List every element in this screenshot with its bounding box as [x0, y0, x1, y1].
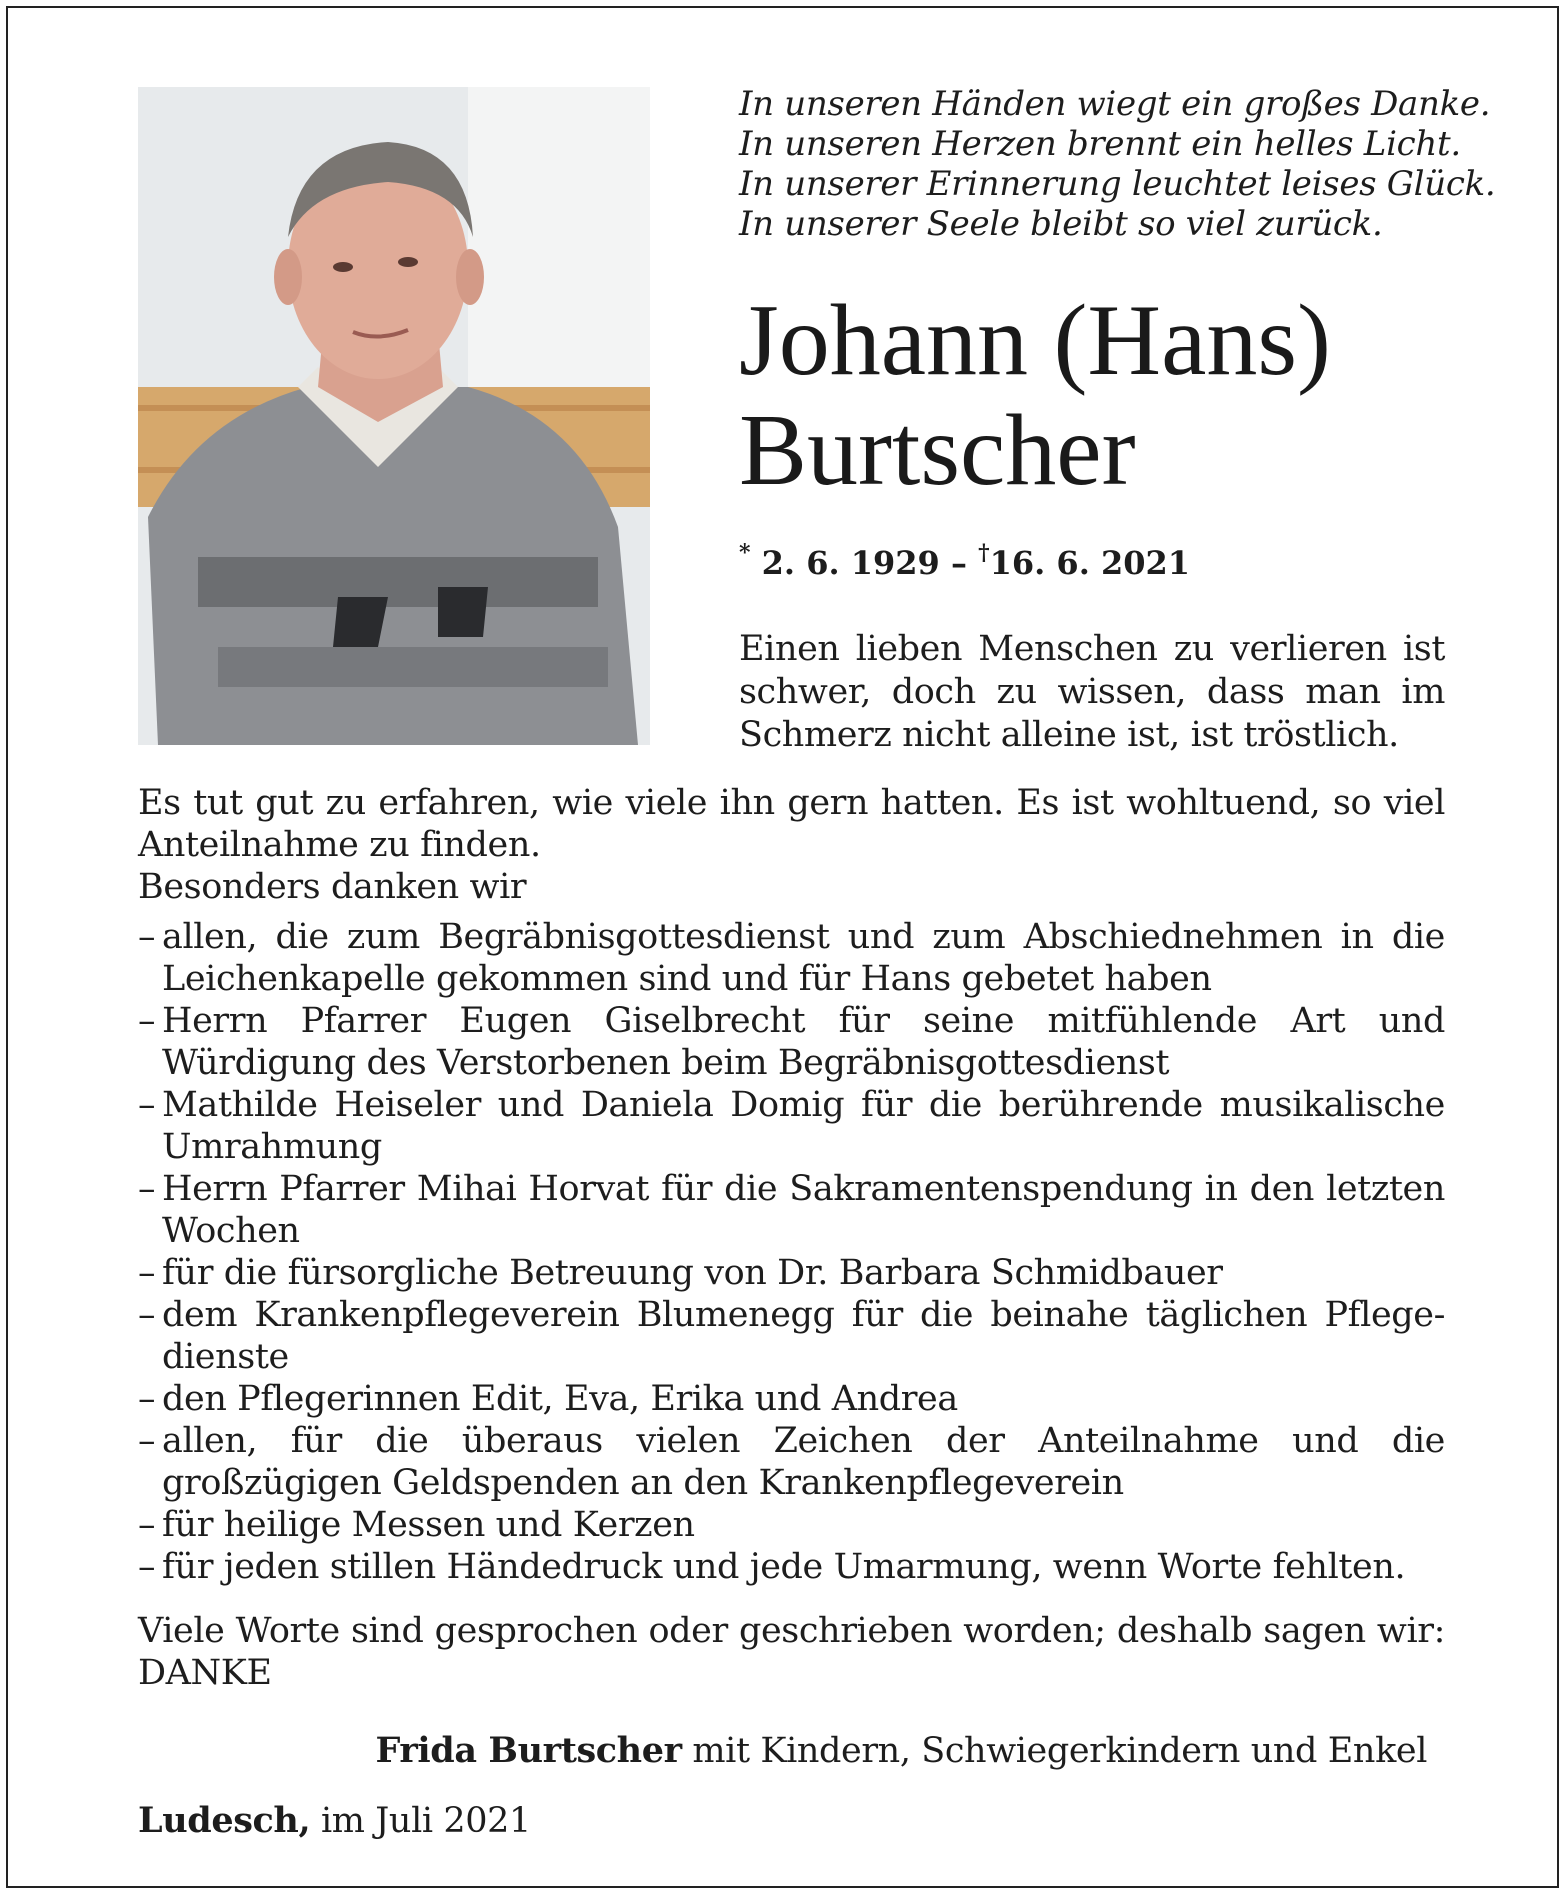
intro-text: Es tut gut zu erfahren, wie viele ihn gern hatten. Es ist wohltuend, so viel Anteilnahme zu finden.	[138, 783, 1445, 865]
list-item: – dem Krankenpflegeverein Blumenegg für die beinahe täglichen Pflege-dienste	[138, 1294, 1445, 1378]
poem-line: In unserer Seele bleibt so viel zurück.	[739, 204, 1383, 244]
portrait-photo	[138, 87, 650, 745]
life-dates	[739, 540, 1191, 582]
list-item: – Herrn Pfarrer Eugen Giselbrecht für seine mitfühlende Art und Würdigung des Verstorbenen beim Begräbnisgottesdienst	[138, 1000, 1445, 1084]
death-symbol: †	[978, 540, 990, 566]
death-date: 16. 6. 2021	[989, 544, 1191, 582]
name-line-1: Johann (Hans)	[739, 284, 1332, 397]
portrait-image	[138, 87, 650, 745]
signature-rest: mit Kindern, Schwiegerkindern und Enkel	[692, 1731, 1427, 1771]
name-line-2: Burtscher	[739, 394, 1136, 507]
poem-line: In unseren Händen wiegt ein großes Danke.	[739, 84, 1491, 124]
list-item: – allen, für die überaus vielen Zeichen der Anteilnahme und die großzügigen Geldspenden an den Krankenpflegeverein	[138, 1420, 1445, 1504]
poem-line: In unseren Herzen brennt ein helles Licht.	[739, 124, 1461, 164]
obituary-frame	[6, 6, 1559, 1888]
condolence-quote: Einen lieben Menschen zu verlieren ist schwer, doch zu wissen, dass man im Schmerz nicht alleine ist, ist tröstlich.	[739, 629, 1445, 755]
poem-line: In unserer Erinnerung leuchtet leises Glück.	[739, 164, 1496, 204]
birth-symbol: *	[739, 540, 751, 566]
thanks-list	[138, 916, 1445, 1588]
intro-paragraph	[138, 782, 1445, 908]
date-separator: –	[950, 544, 967, 582]
list-item: – den Pflegerinnen Edit, Eva, Erika und Andrea	[138, 1378, 1445, 1420]
place-date-text: im Juli 2021	[320, 1801, 531, 1841]
place-town: Ludesch,	[138, 1800, 311, 1841]
list-item: – für jeden stillen Händedruck und jede Umarmung, wenn Worte fehlten.	[138, 1546, 1445, 1588]
signature-name: Frida Burtscher	[375, 1730, 682, 1771]
closing-paragraph: Viele Worte sind gesprochen oder geschrieben worden; deshalb sagen wir: DANKE	[138, 1611, 1445, 1693]
list-item: – für die fürsorgliche Betreuung von Dr. Barbara Schmidbauer	[138, 1252, 1445, 1294]
birth-date: 2. 6. 1929	[761, 544, 940, 582]
deceased-name	[739, 286, 1499, 506]
list-item: – für heilige Messen und Kerzen	[138, 1504, 1445, 1546]
signature	[376, 1730, 1427, 1771]
list-item: – allen, die zum Begräbnisgottesdienst und zum Abschiednehmen in die Leichenkapelle gekommen sind und für Hans gebetet haben	[138, 916, 1445, 1000]
thanks-body	[138, 782, 1445, 1694]
list-item: – Herrn Pfarrer Mihai Horvat für die Sakramentenspendung in den letzten Wochen	[138, 1168, 1445, 1252]
list-item: – Mathilde Heiseler und Daniela Domig für die berührende musikalische Umrahmung	[138, 1084, 1445, 1168]
thanks-lead: Besonders danken wir	[138, 867, 527, 907]
place-date	[138, 1800, 531, 1841]
poem	[739, 84, 1496, 244]
